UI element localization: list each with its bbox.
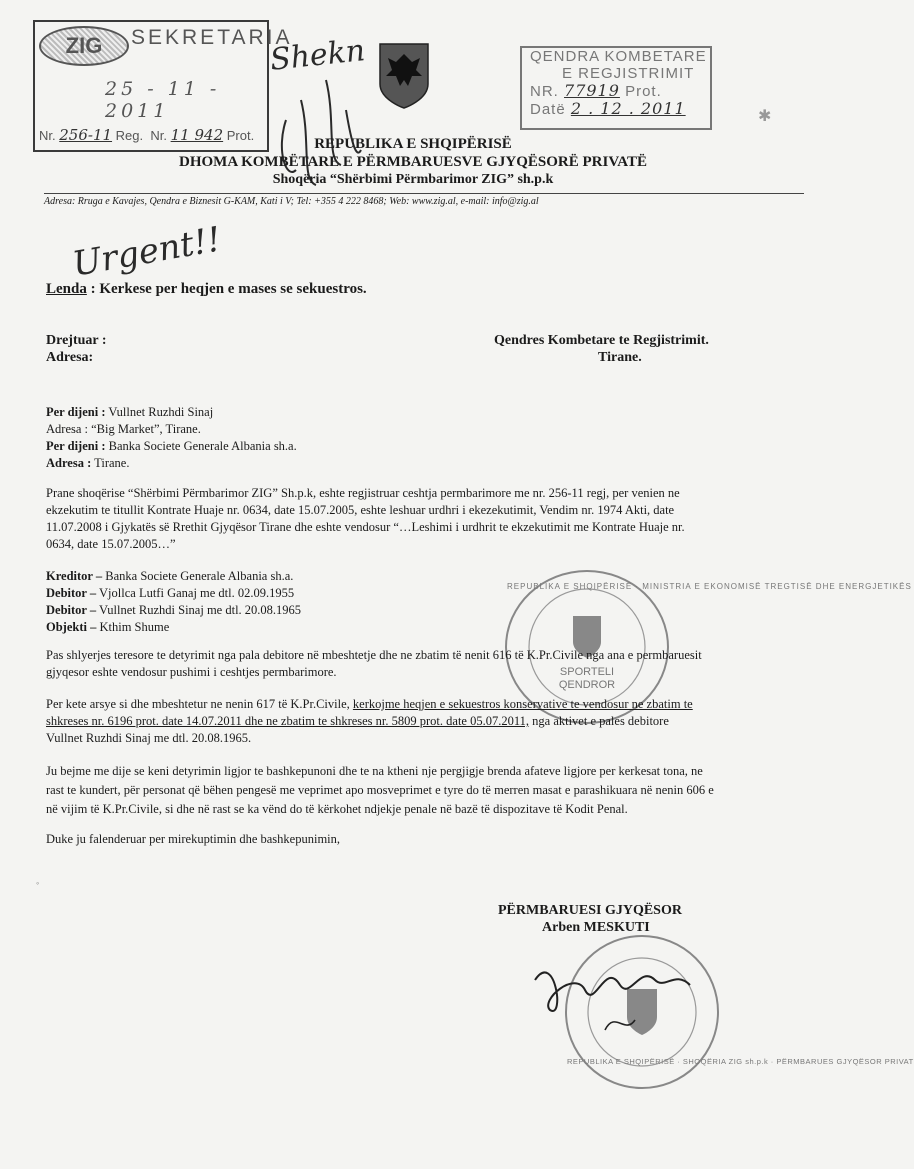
ministry-stamp-center2: QENDROR	[558, 679, 616, 691]
party-intro-row	[46, 404, 297, 421]
party-detail-value: Banka Societe Generale Albania sh.a.	[105, 569, 294, 583]
party-detail-row	[46, 585, 301, 602]
signature-name: Arben MESKUTI	[542, 920, 650, 935]
recipient-city: Tirane.	[598, 350, 642, 365]
qendra-line1: QENDRA KOMBETARE	[530, 48, 707, 65]
party-detail-value: Vullnet Ruzhdi Sinaj me dtl. 20.08.1965	[99, 603, 302, 617]
prot-label: Prot.	[226, 128, 255, 143]
party-detail-value: Kthim Shume	[99, 620, 170, 634]
para1-line: ekzekutim te titullit Kontrate Huaje nr. 0634, date 15.07.2005, eshte leshuar urdhri i ekezekutimit, Vendim nr. 1974 Akti, date	[46, 503, 675, 517]
qendra-date-value: 2 . 12 . 2011	[570, 99, 686, 118]
reg-prefix: Nr.	[39, 128, 56, 143]
party-intro-row	[46, 438, 297, 455]
qendra-date-line	[522, 100, 710, 118]
para3-underlined: kerkojme heqjen e sekuestros konservative te vendosur ne zbatim te	[352, 697, 693, 711]
prot-prefix: Nr.	[150, 128, 167, 143]
party-detail-row	[46, 568, 301, 585]
sekretaria-stamp	[33, 20, 293, 152]
drejtuar-label: Drejtuar :	[46, 333, 107, 348]
header-chamber: DHOMA KOMBËTARE E PËRMBARUESVE GJYQËSORË PRIVATË	[179, 154, 647, 170]
para3-line	[46, 697, 693, 712]
subject-label: Lenda	[46, 281, 87, 297]
para2-line: gjyqesor eshte vendosur pushimi i ceshtjes permbarimore.	[46, 665, 337, 679]
reg-number: 256-11	[59, 126, 113, 144]
para4-line: Ju bejme me dije se keni detyrimin ligjor te bashkepunoni dhe te na ktheni nje pergjigje brenda afateve ligjore per kerkesat tona, ne	[46, 764, 703, 778]
para1-line: 11.07.2008 i Gjykatës së Rrethit Gjyqësor Tirane dhe eshte vendosur “…Leshimi i urdhrit te ekzekutimit me Kontrate Huaje nr.	[46, 520, 685, 534]
party-value: Tirane.	[94, 456, 130, 470]
prot-number: 11 942	[170, 126, 224, 144]
subject-text: : Kerkese per heqjen e mases se sekuestros.	[90, 281, 367, 297]
party-value: “Big Market”, Tirane.	[91, 422, 201, 436]
parties-detail	[46, 568, 301, 636]
handwritten-urgent: Urgent!!	[69, 219, 225, 285]
party-label: Per dijeni :	[46, 405, 106, 419]
subject-line	[46, 281, 367, 298]
qendra-line2: E REGJISTRIMIT	[562, 65, 695, 82]
para4-line: rast te kundert, për personat që bëhen pengesë me veprimet apo mosveprimet e tyre do të merren masat e parashikuara në nenin 606 e	[46, 783, 714, 797]
header-address: Adresa: Rruga e Kavajes, Qendra e Biznesit G-KAM, Kati i V; Tel: +355 4 222 8468; Web: www.zig.al, e-mail: info@zig.al	[44, 193, 804, 207]
para3-text: Per kete arsye si dhe mbeshtetur ne nenin 617 të K.Pr.Civile,	[46, 697, 353, 711]
reg-label: Reg.	[115, 128, 144, 143]
party-intro-row	[46, 421, 297, 438]
company-stamp-outer-text: REPUBLIKA E SHQIPËRISË · SHOQËRIA ZIG sh.p.k · PËRMBARUES GJYQËSOR PRIVAT	[567, 1057, 914, 1066]
stamp-title: SEKRETARIA	[131, 26, 293, 49]
para3-underlined: shkreses nr. 6196 prot. date 14.07.2011 dhe ne zbatim te shkreses nr. 5809 prot. date 05.07.2011,	[46, 714, 530, 728]
handwritten-signature	[525, 940, 725, 1040]
qendra-stamp	[520, 46, 712, 130]
qendra-nr-value: 77919	[564, 81, 620, 100]
qendra-date-label: Datë	[530, 101, 566, 118]
handwritten-note-top: Shekn	[268, 33, 367, 78]
parties-intro	[46, 404, 297, 472]
party-value: Banka Societe Generale Albania sh.a.	[108, 439, 297, 453]
para1-line: 0634, date 15.07.2005…”	[46, 537, 176, 551]
coat-of-arms-icon	[378, 42, 430, 110]
party-intro-row	[46, 455, 297, 472]
party-detail-label: Debitor –	[46, 603, 97, 617]
para1-line: Prane shoqërise “Shërbimi Përmbarimor ZIG” Sh.p.k, eshte regjistruar ceshtja permbarimore me nr. 256-11 regj, per venien ne	[46, 486, 680, 500]
party-detail-row	[46, 619, 301, 636]
para3-line	[46, 714, 669, 729]
party-label: Per dijeni :	[46, 439, 106, 453]
margin-mark: ◦	[36, 878, 40, 888]
recipient-institution: Qendres Kombetare te Regjistrimit.	[494, 333, 709, 348]
party-detail-label: Objekti –	[46, 620, 97, 634]
zig-logo: ZIG	[39, 26, 129, 66]
qendra-nr-line	[522, 82, 710, 100]
party-detail-value: Vjollca Lutfi Ganaj me dtl. 02.09.1955	[99, 586, 295, 600]
party-detail-row	[46, 602, 301, 619]
para3-text: nga aktivet e pales debitore	[529, 714, 669, 728]
party-detail-label: Kreditor –	[46, 569, 103, 583]
para2-line: Pas shlyerjes teresore te detyrimit nga pala debitore në mbeshtetje dhe ne zbatim të nenit 616 të K.Pr.Civile nga ana e permbaruesit	[46, 648, 702, 662]
party-label: Adresa :	[46, 456, 92, 470]
party-value: Vullnet Ruzhdi Sinaj	[108, 405, 214, 419]
scribble-mark: ✱	[758, 108, 772, 125]
party-detail-label: Debitor –	[46, 586, 97, 600]
para4-line: në vijim të K.Pr.Civile, si dhe në rast se ka vënd do të kërkohet ndjekje penale në bazë të dispozitave të Kodit Penal.	[46, 802, 628, 816]
stamp-date: 25 - 11 - 2011	[105, 78, 221, 122]
signature-title: PËRMBARUESI GJYQËSOR	[498, 903, 682, 918]
para3-line: Vullnet Ruzhdi Sinaj me dtl. 20.08.1965.	[46, 731, 252, 745]
party-label: Adresa :	[46, 422, 88, 436]
qendra-nr-label: NR.	[530, 83, 559, 100]
ministry-stamp-outer-text: REPUBLIKA E SHQIPËRISË · MINISTRIA E EKONOMISË TREGTISË DHE ENERGJETIKËS	[507, 582, 912, 591]
ministry-stamp-center1: SPORTELI	[559, 666, 615, 678]
header-republic: REPUBLIKA E SHQIPËRISË	[314, 136, 512, 152]
adresa-label: Adresa:	[46, 350, 94, 365]
header-company: Shoqëria “Shërbimi Përmbarimor ZIG” sh.p.k	[272, 172, 554, 187]
qendra-prot-label: Prot.	[625, 83, 662, 100]
closing-line: Duke ju falenderuar per mirekuptimin dhe bashkepunimin,	[46, 832, 341, 846]
